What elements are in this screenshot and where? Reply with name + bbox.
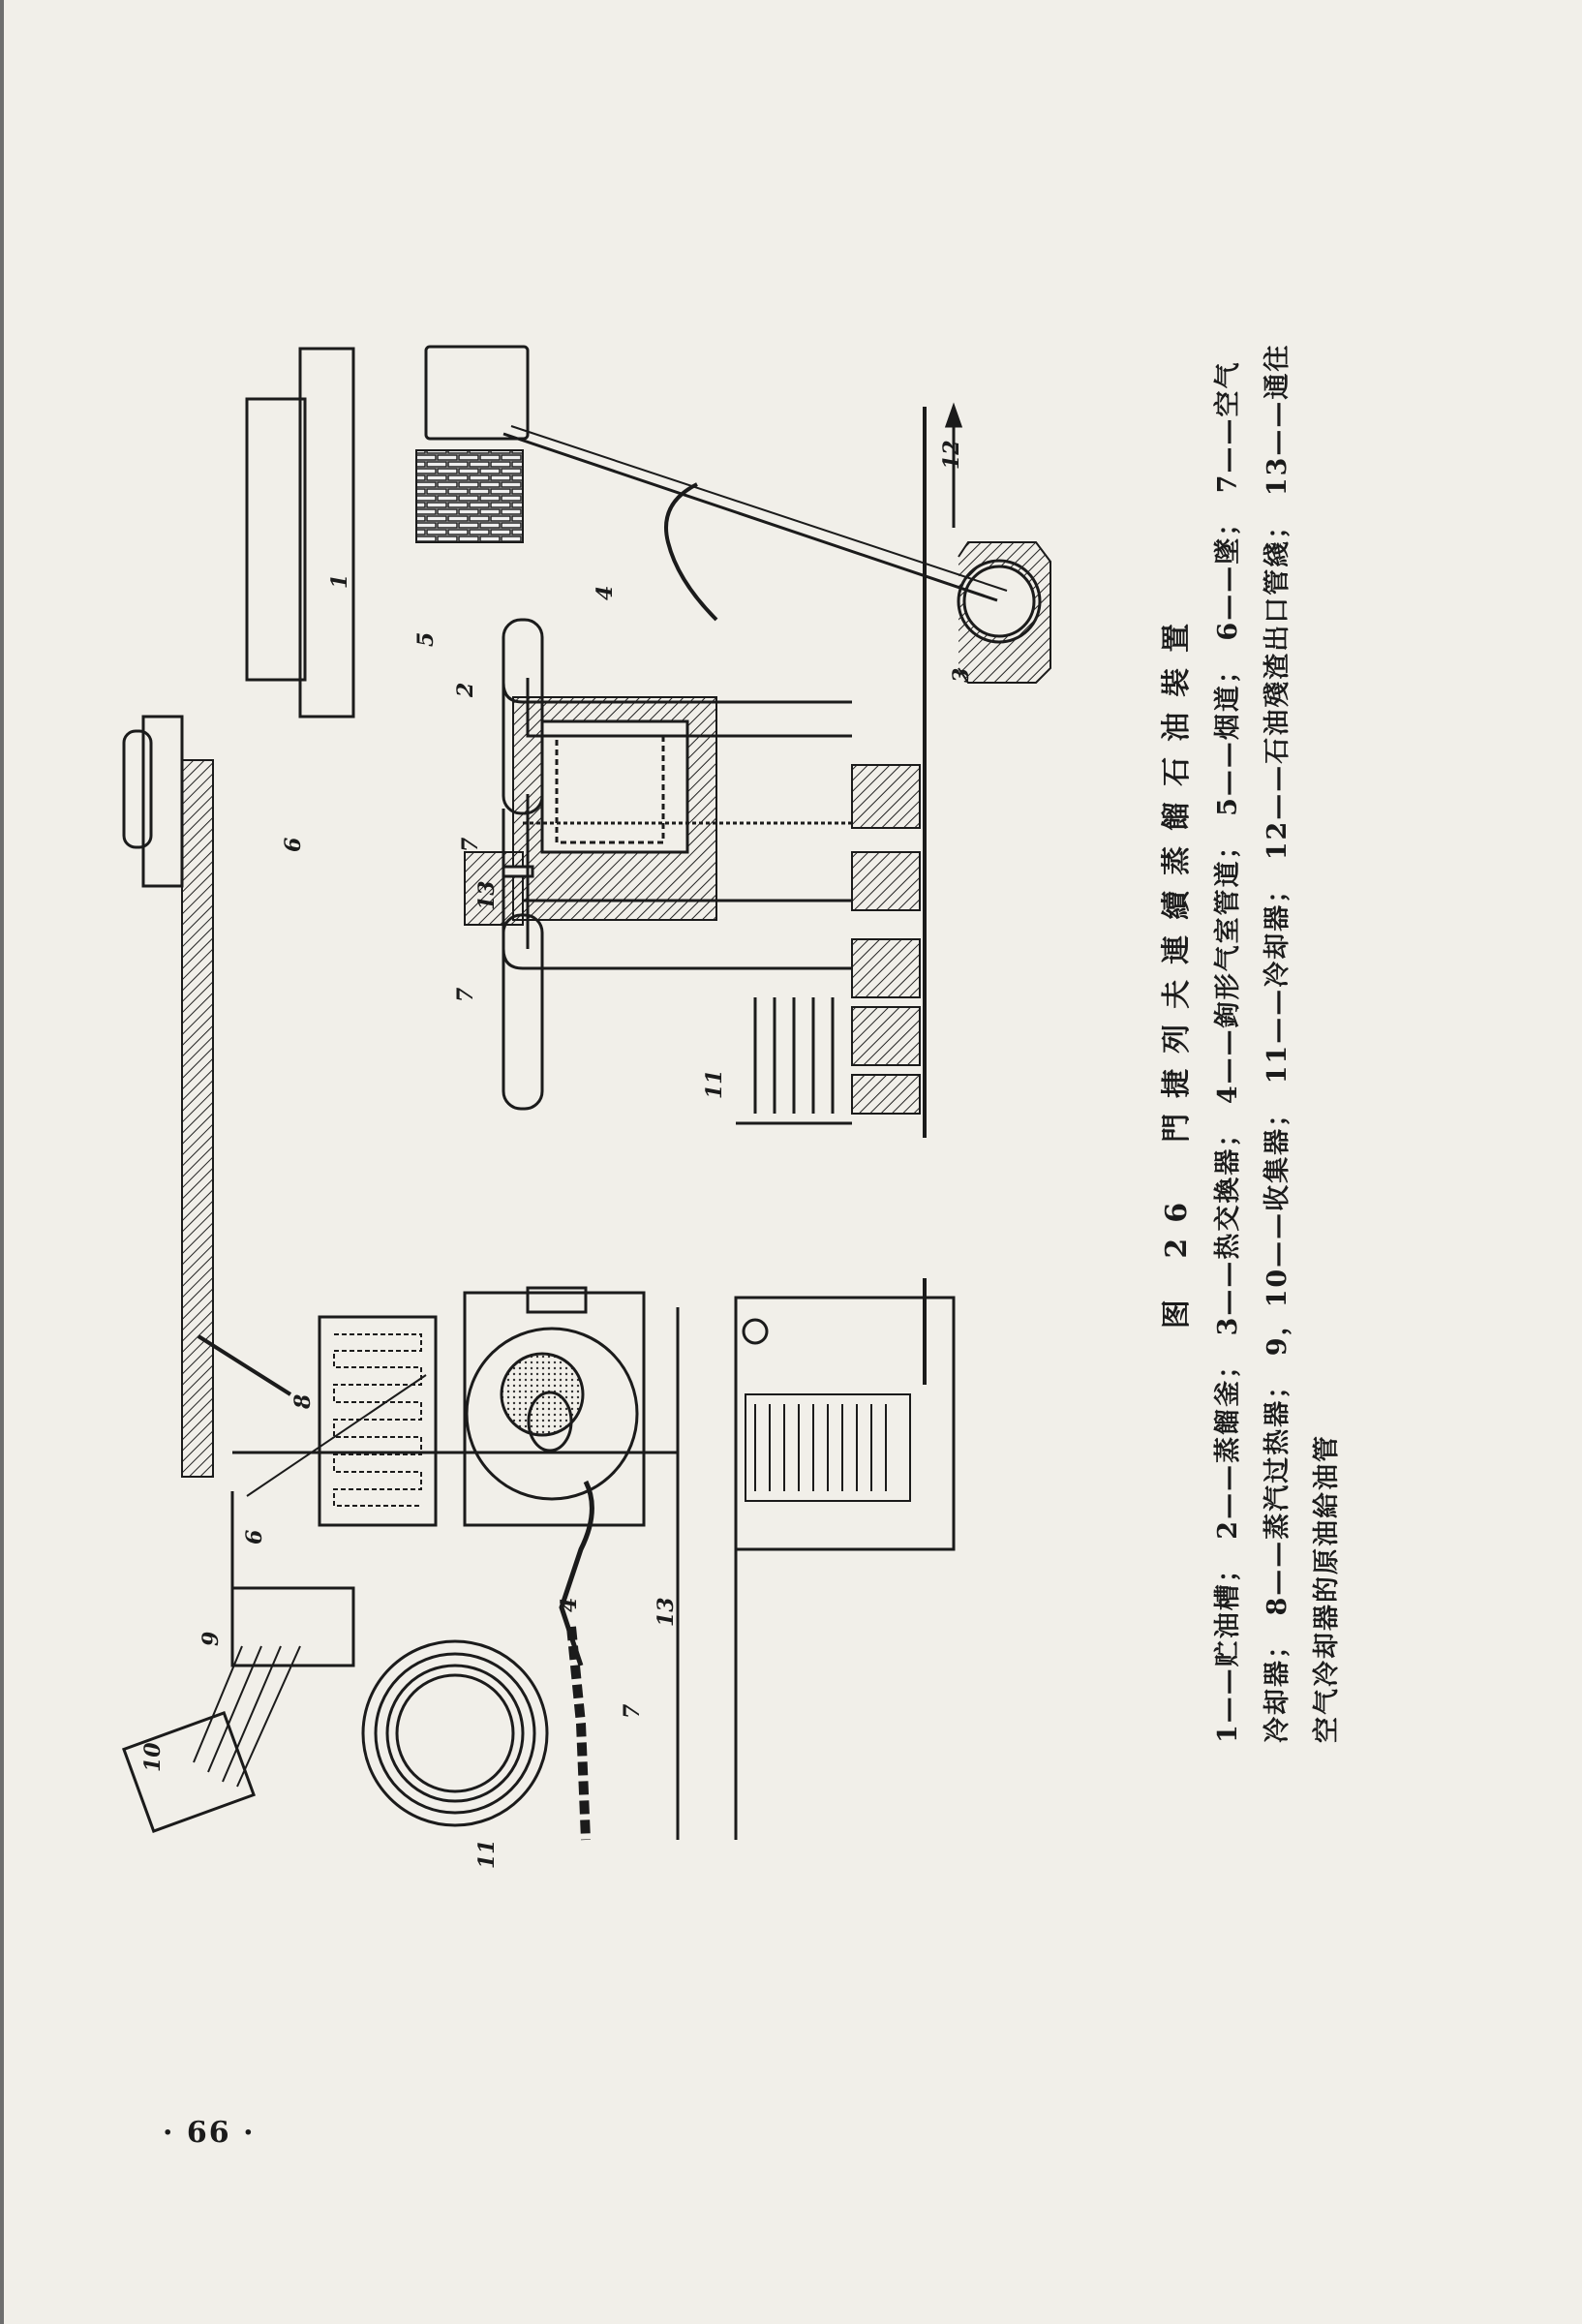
- label-8: 8: [290, 1393, 316, 1409]
- label-2: 2: [453, 682, 478, 697]
- plan-view: [124, 1278, 954, 1840]
- figure-labels: [140, 440, 974, 1869]
- label-13: 13: [654, 1597, 679, 1627]
- legend-line-1: 1——贮油槽； 2——蒸餾釜； 3——热交換器； 4——鉤形气室管道； 5——烟道； 6——墜； 7——空气: [1213, 360, 1243, 1743]
- label-10: 10: [140, 1742, 166, 1772]
- label-5: 5: [413, 631, 439, 647]
- figure-title: 图 26 門捷列夫連續蒸餾石油裝置: [1160, 607, 1194, 1330]
- label-13b: 13: [474, 880, 500, 910]
- label-3: 3: [949, 667, 974, 683]
- label-4: 4: [557, 1597, 582, 1612]
- label-7: 7: [620, 1703, 645, 1719]
- page-number: · 66 ·: [163, 2116, 256, 2150]
- label-4b: 4: [593, 585, 618, 600]
- label-1: 1: [327, 573, 352, 589]
- label-11b: 11: [702, 1069, 727, 1099]
- label-7c: 7: [453, 987, 478, 1002]
- label-7b: 7: [458, 837, 483, 852]
- label-9: 9: [198, 1631, 224, 1646]
- figure-caption: [1150, 194, 1582, 1743]
- label-11: 11: [474, 1839, 500, 1869]
- label-6: 6: [242, 1529, 267, 1544]
- label-12: 12: [939, 440, 964, 470]
- label-6b: 6: [281, 837, 306, 852]
- legend-line-2: 冷却器； 8——蒸汽过热器； 9，10——收集器； 11——冷却器； 12——石油殘渣出口管綫； 13——通往: [1263, 343, 1293, 1743]
- legend-line-3: 空气冷却器的原油給油管: [1312, 1434, 1342, 1743]
